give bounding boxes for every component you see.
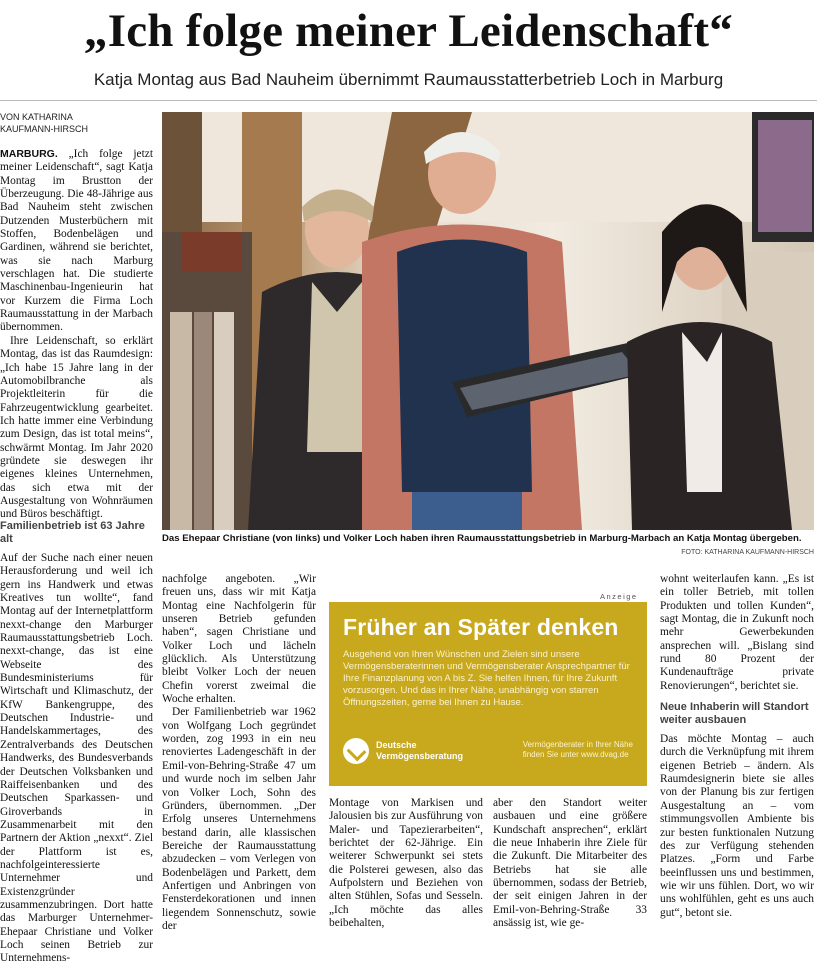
article-paragraph-5: Der Familienbetrieb war 1962 von Wolfgang Loch gegründet worden, zog 1993 in ein neu renoviertes Ladengeschäft in der Emil-von-Behring-Straße 47 um und wurde noch im selben Jahr von Volker Loch, Sohn des Gründers, übernommen. „Der Erfolg unseres Unternehmens bestand darin, alle klassischen Bereiche der Raumausstattung abzudecken – vom Verlegen von Bodenbelägen und Parkett, dem Anfertigen und Anbringen von Fensterdekorationen und innen liegendem Sonnenschutz, sowie der bbox=[162, 706, 316, 932]
photo-credit: FOTO: KATHARINA KAUFMANN-HIRSCH bbox=[681, 549, 814, 556]
photo-caption: Das Ehepaar Christiane (von links) und Volker Loch haben ihren Raumausstattungsbetrieb in Marburg-Marbach an Katja Montag übergeben. bbox=[162, 533, 802, 544]
article-column-1-bottom bbox=[0, 512, 153, 966]
advertisement[interactable] bbox=[329, 602, 647, 786]
subhead-new-owner: Neue Inhaberin will Standort weiter ausbauen bbox=[660, 701, 809, 727]
dateline: MARBURG. bbox=[0, 148, 58, 160]
article-column-5 bbox=[660, 573, 814, 920]
subline: Katja Montag aus Bad Nauheim übernimmt Raumausstatterbetrieb Loch in Marburg bbox=[93, 70, 724, 89]
ad-contact bbox=[523, 740, 633, 760]
article-column-1-top bbox=[0, 148, 153, 522]
ad-text: Ausgehend von Ihren Wünschen und Zielen sind unsere Vermögensberaterinnen und Vermögensberater Ansprechpartner für Ihre Finanzplanung von A bis Z. Sie helfen Ihnen, für Ihre Zukunft vorzusorgen. Und das in Ihrer Nähe, unabhängig von starren Öffnungszeiten, gerne bei Ihnen zu Hause. bbox=[343, 649, 630, 708]
ad-title: Früher an Später denken bbox=[343, 614, 619, 640]
headline: „Ich folge meiner Leidenschaft“ bbox=[84, 5, 733, 57]
ad-logo bbox=[343, 738, 463, 764]
article-photo bbox=[162, 112, 814, 530]
article-column-3 bbox=[329, 797, 483, 930]
article-paragraph-6: Montage von Markisen und Jalousien bis zur Ausführung von Maler- und Tapezierarbeiten“, berichtet der 62-Jährige. Ein weiterer Schwerpunkt sei stets die Polsterei gewesen, also das Aufpolstern und Beziehen von alten Stühlen, Sofas und Sesseln. „Ich möchte das alles beibehalten, bbox=[329, 797, 483, 930]
ad-logo-text bbox=[376, 740, 463, 762]
article-paragraph-4: nachfolge angeboten. „Wir freuen uns, dass wir mit Katja Montag eine Nachfolgerin für unseren Betrieb gefunden haben“, sagen Christiane und Volker Loch und lächeln glücklich. Als Unterstützung bleibt Volker Loch der neuen Chefin vorerst zweimal die Woche erhalten. bbox=[162, 573, 316, 706]
author-line-1: VON KATHARINA bbox=[0, 112, 73, 122]
article-paragraph-8: wohnt weiterlaufen kann. „Es ist ein toller Betrieb, mit tollen Produkten und tollen Kunden“, sagt Montag, die in Zukunft noch mehr Gewerbekunden ansprechen will. „Bislang sind rund 80 Prozent der Kundenaufträge private Renovierungen“, berichtet sie. bbox=[660, 573, 814, 692]
article-paragraph-1: „Ich folge jetzt meiner Leidenschaft“, sagt Katja Montag im Brustton der Überzeugung. Die 48-Jährige aus Bad Nauheim steht zwischen Dutzenden Musterbüchern mit Stoffen, Bodenbelägen und Gardinen, während sie berichtet, was sie nach Marburg verschlagen hat. Die studierte Maschinenbau-Ingenieurin hat vor Kurzem die Firma Loch Raumausstattung in der Marbach übernommen. bbox=[0, 148, 153, 334]
article-column-4 bbox=[493, 797, 647, 930]
ad-logo-line-1: Deutsche bbox=[376, 740, 417, 750]
photo-illustration bbox=[162, 112, 814, 530]
article-paragraph-9: Das möchte Montag – auch durch die Verknüpfung mit ihrem eigenen Betrieb – ändern. Als Raumdesignerin biete sie alles von der Planung bis zur fertigen Ausgestaltung an – vom stimmungsvollen Ambiente bis zur besten funktionalen Nutzung des zur Verfügung stehenden Platzes. „Form und Farbe beeinflussen uns und bestimmen, wie wir uns fühlen. Dort, wo wir uns wohlfühlen, geht es uns auch gut“, betont sie. bbox=[660, 733, 814, 919]
ad-logo-line-2: Vermögensberatung bbox=[376, 751, 464, 761]
author-line-2: KAUFMANN-HIRSCH bbox=[0, 124, 89, 134]
article-paragraph-3: Auf der Suche nach einer neuen Herausforderung und weil ich gern ins Handwerk und etwas Kreatives tun wollte“, fand Montag auf der Internetplattform nexxt-change den Marburger Raumausstattungsbetrieb Loch. nexxt-change, das ist eine Webseite des Bundesministeriums für Wirtschaft und Klimaschutz, der KfW Bankengruppe, des Deutschen Industrie- und Handelskammertages, des Zentralverbands des Deutschen Handwerks, des Bundesverbands der Deutschen Volksbanken und Raiffeisenbanken und des Deutschen Sparkassen- und Giroverbands in Zusammenarbeit mit den Partnern der Aktion „nexxt“. Ziel der Plattform ist es, nachfolgeinteressierte Unternehmer und Existenzgründer zusammenzubringen. Dort hatte das Marburger Unternehmer-Ehepaar Christiane und Volker Loch seinen Betrieb zur Unternehmens- bbox=[0, 552, 153, 965]
ad-contact-link[interactable]: finden Sie unter www.dvag.de bbox=[522, 750, 629, 759]
article-paragraph-7: aber den Standort weiter ausbauen und eine größere Kundschaft ansprechen“, erklärt die neue Inhaberin ihre Ziele für die Zukunft. Die Mitarbeiter des Betriebs hat sie alle übernommen, sodass der Betrieb, der seit einigen Jahren in der Emil-von-Behring-Straße 33 ansässig ist, wie ge- bbox=[493, 797, 647, 930]
ad-label: Anzeige bbox=[600, 592, 638, 601]
subhead-family-business: Familienbetrieb ist 63 Jahre alt bbox=[0, 520, 145, 545]
article-paragraph-2: Ihre Leidenschaft, so erklärt Montag, das ist das Raumdesign: „Ich habe 15 Jahre lang in der Automobilbranche als Projektleiterin für die Fahrzeugentwicklung gearbeitet. Ich hatte immer eine Verbindung zum Design, das ist total meins“, schwärmt Montag. Im Jahr 2020 gründete sie deswegen ihr eigenes kleines Unternehmen, das sich etwa mit der Ausgestaltung von Wohnräumen und Büros beschäftigt. bbox=[0, 334, 153, 521]
dvag-logo-icon bbox=[343, 738, 369, 764]
ad-contact-line-1: Vermögenberater in Ihrer Nähe bbox=[522, 740, 633, 749]
header-rule bbox=[0, 100, 817, 101]
article-column-2 bbox=[162, 573, 316, 933]
author-byline bbox=[0, 111, 160, 135]
